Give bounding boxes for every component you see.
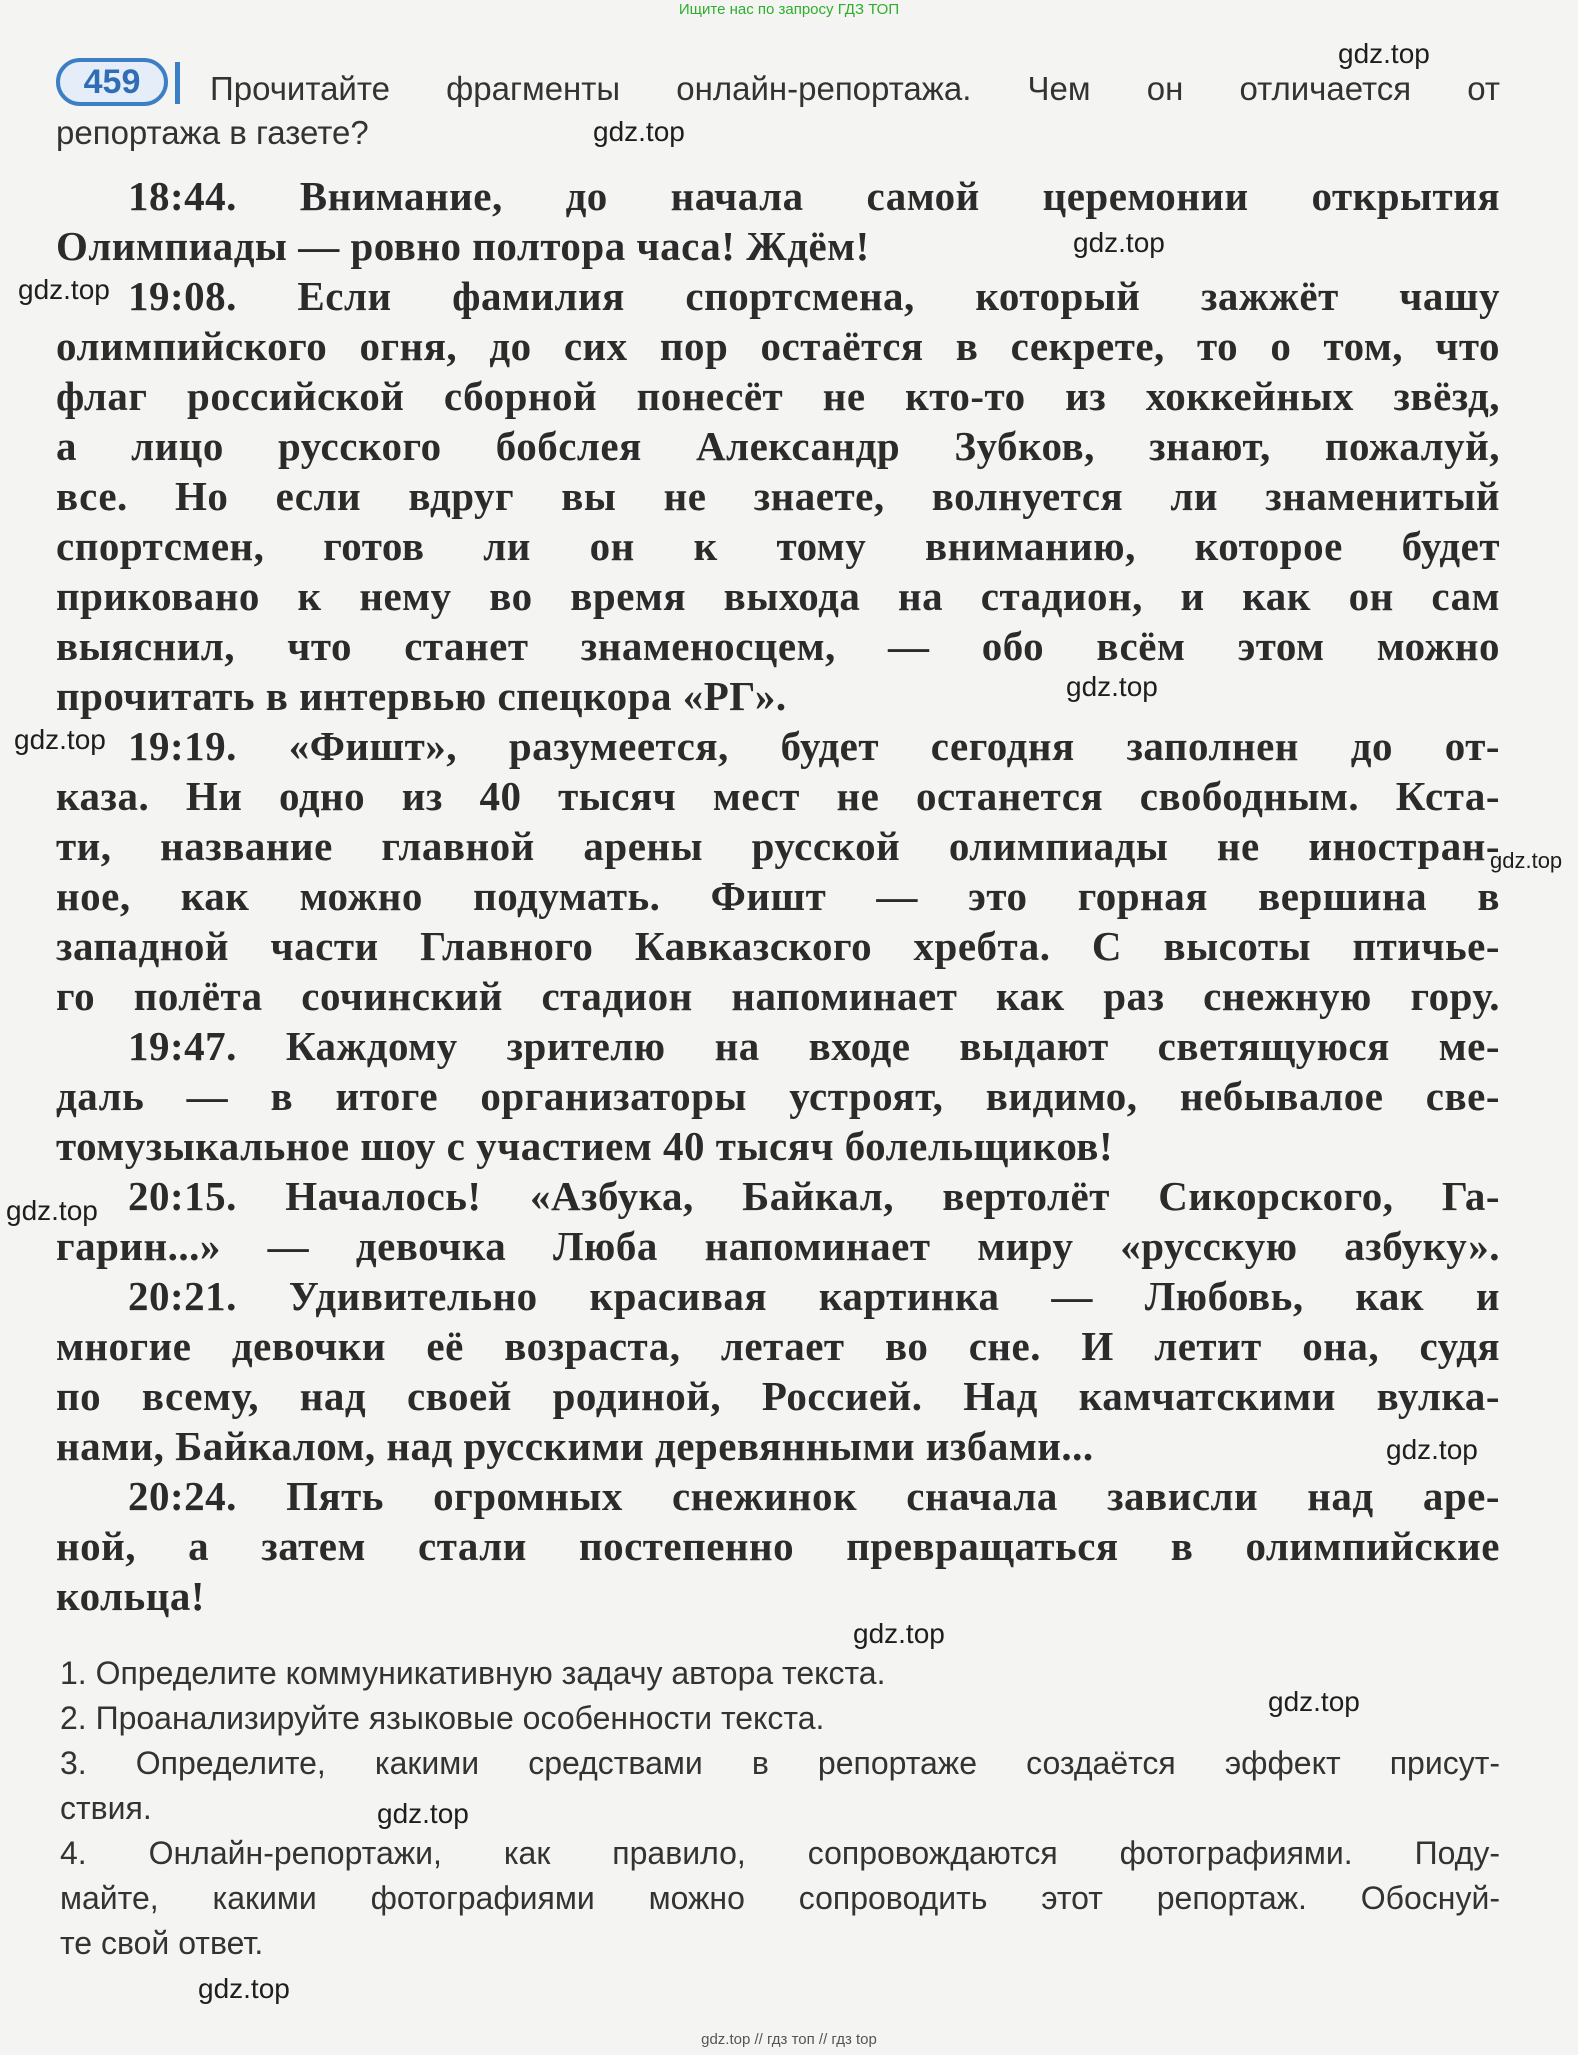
text-line: нами, Байкалом, над русскими деревянными избами... — [56, 1423, 1094, 1469]
watermark: gdz.top — [14, 724, 106, 755]
watermark: gdz.top — [1268, 1686, 1360, 1717]
question-line: 3. Определите, какими средствами в репортаже создаётся эффект присут- — [60, 1745, 1500, 1781]
question-line: майте, какими фотографиями можно сопроводить этот репортаж. Обоснуй- — [60, 1880, 1500, 1916]
text-line: 19:47. Каждому зрителю на входе выдают светящуюся ме- — [128, 1023, 1500, 1069]
text-line: даль — в итоге организаторы устроят, видимо, небывалое све- — [56, 1073, 1500, 1119]
watermark: gdz.top — [853, 1618, 945, 1649]
bottom-banner: gdz.top // гдз топ // гдз top — [701, 2031, 877, 2048]
watermark: gdz.top — [593, 116, 685, 147]
text-line: ное, как можно подумать. Фишт — это горная вершина в — [56, 873, 1500, 919]
question-line: 4. Онлайн-репортажи, как правило, сопровождаются фотографиями. Поду- — [60, 1835, 1500, 1871]
text-line: а лицо русского бобслея Александр Зубков, знают, пожалуй, — [56, 423, 1500, 469]
text-line: олимпийского огня, до сих пор остаётся в секрете, то о том, что — [56, 323, 1500, 369]
text-line: каза. Ни одно из 40 тысяч мест не останется свободным. Кста- — [56, 773, 1500, 819]
text-line: 19:08. Если фамилия спортсмена, который зажжёт чашу — [128, 273, 1500, 319]
task-line: Прочитайте фрагменты онлайн-репортажа. Чем он отличается от — [210, 70, 1500, 107]
watermark: gdz.top — [198, 1973, 290, 2004]
text-line: прочитать в интервью спецкора «РГ». — [56, 673, 787, 719]
text-line: флаг российской сборной понесёт не кто-то из хоккейных звёзд, — [56, 373, 1500, 419]
text-line: го полёта сочинский стадион напоминает как раз снежную гору. — [56, 973, 1500, 1019]
text-line: гарин...» — девочка Люба напоминает миру «русскую азбуку». — [56, 1223, 1500, 1269]
text-line: приковано к нему во время выхода на стадион, и как он сам — [56, 573, 1500, 619]
text-line: выяснил, что станет знаменосцем, — обо всём этом можно — [56, 623, 1500, 669]
text-line: ной, а затем стали постепенно превращаться в олимпийские — [56, 1523, 1500, 1569]
text-line: спортсмен, готов ли он к тому вниманию, которое будет — [56, 523, 1500, 569]
text-line: многие девочки её возраста, летает во сне. И летит она, судя — [56, 1323, 1500, 1369]
text-line: 18:44. Внимание, до начала самой церемонии открытия — [128, 173, 1500, 219]
text-line: кольца! — [56, 1573, 206, 1619]
text-line: западной части Главного Кавказского хребта. С высоты птичье- — [56, 923, 1500, 969]
question-line: ствия. — [60, 1790, 152, 1826]
text-line: Олимпиады — ровно полтора часа! Ждём! — [56, 223, 870, 269]
exercise-number-badge: 459 — [56, 58, 168, 106]
text-line: томузыкальное шоу с участием 40 тысяч болельщиков! — [56, 1123, 1114, 1169]
watermark: gdz.top — [1338, 38, 1430, 69]
task-line: репортажа в газете? — [56, 114, 369, 151]
text-line: ти, название главной арены русской олимпиады не иностран- — [56, 823, 1500, 869]
question-line: 2. Проанализируйте языковые особенности текста. — [60, 1700, 825, 1736]
text-line: 20:24. Пять огромных снежинок сначала зависли над аре- — [128, 1473, 1500, 1519]
text-line: 19:19. «Фишт», разумеется, будет сегодня заполнен до от- — [128, 723, 1500, 769]
text-line: по всему, над своей родиной, Россией. Над камчатскими вулка- — [56, 1373, 1500, 1419]
watermark: gdz.top — [18, 274, 110, 305]
top-banner: Ищите нас по запросу ГДЗ ТОП — [678, 1, 900, 18]
watermark: gdz.top — [1066, 671, 1158, 702]
watermark: gdz.top — [1386, 1434, 1478, 1465]
watermark: gdz.top — [1073, 227, 1165, 258]
question-line: те свой ответ. — [60, 1925, 264, 1961]
text-line: все. Но если вдруг вы не знаете, волнуется ли знаменитый — [56, 473, 1500, 519]
text-line: 20:21. Удивительно красивая картинка — Любовь, как и — [128, 1273, 1500, 1319]
question-line: 1. Определите коммуникативную задачу автора текста. — [60, 1655, 886, 1691]
watermark: gdz.top — [1490, 848, 1563, 873]
watermark: gdz.top — [377, 1798, 469, 1829]
text-line: 20:15. Началось! «Азбука, Байкал, вертолёт Сикорского, Га- — [128, 1173, 1500, 1219]
badge-divider — [175, 62, 180, 104]
watermark: gdz.top — [6, 1195, 98, 1226]
